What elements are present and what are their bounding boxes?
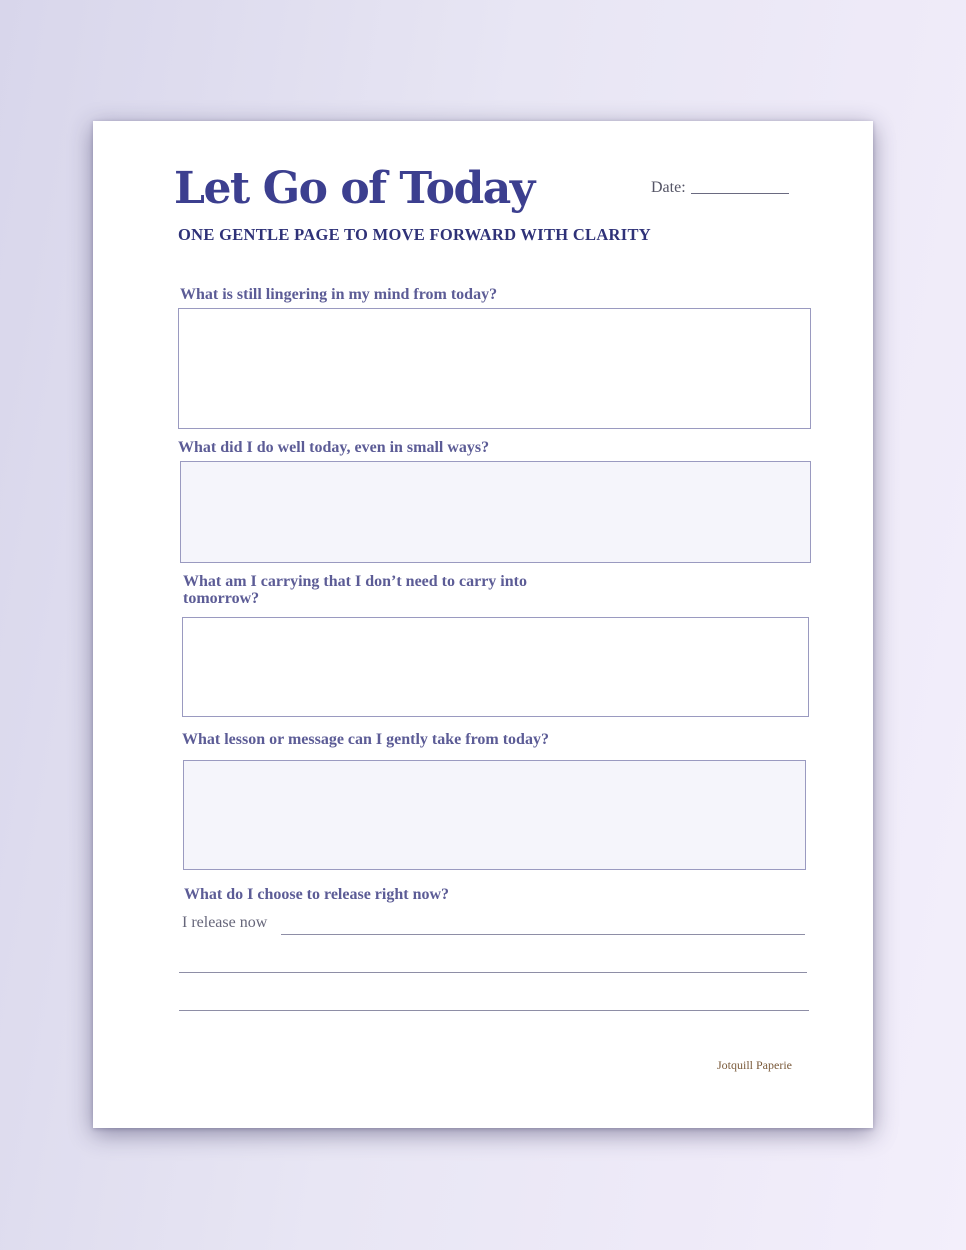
answer-box-did-well[interactable] bbox=[180, 461, 811, 563]
answer-box-lesson[interactable] bbox=[183, 760, 806, 870]
release-write-line-3[interactable] bbox=[179, 1010, 809, 1011]
journal-page bbox=[93, 121, 873, 1128]
prompt-did-well: What did I do well today, even in small ways? bbox=[178, 439, 490, 456]
release-write-line-1[interactable] bbox=[281, 934, 805, 935]
date-write-line[interactable] bbox=[691, 193, 789, 194]
prompt-release: What do I choose to release right now? bbox=[184, 886, 450, 903]
brand-footer: Jotquill Paperie bbox=[717, 1058, 792, 1072]
prompt-lesson: What lesson or message can I gently take from today? bbox=[182, 731, 549, 748]
prompt-carrying: What am I carrying that I don’t need to carry into tomorrow? bbox=[183, 573, 527, 607]
answer-box-carrying[interactable] bbox=[182, 617, 809, 717]
page-title: Let Go of Today bbox=[174, 163, 534, 214]
date-label: Date: bbox=[651, 179, 686, 196]
release-label: I release now bbox=[182, 914, 268, 931]
page-subtitle: ONE GENTLE PAGE TO MOVE FORWARD WITH CLARITY bbox=[178, 225, 652, 244]
prompt-lingering: What is still lingering in my mind from today? bbox=[180, 286, 498, 303]
answer-box-lingering[interactable] bbox=[178, 308, 811, 429]
date-field[interactable] bbox=[651, 179, 789, 197]
release-write-line-2[interactable] bbox=[179, 972, 807, 973]
